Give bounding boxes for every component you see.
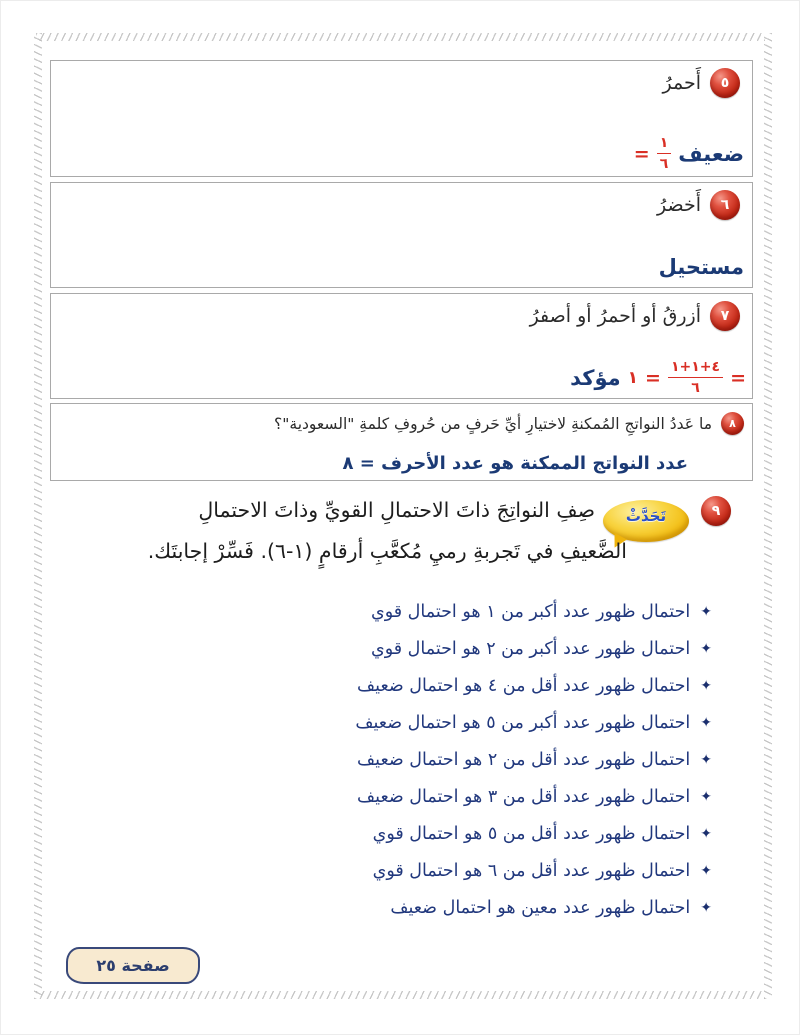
page-number-label: صفحة ٢٥ — [96, 956, 170, 975]
list-item — [50, 704, 712, 741]
fraction-denominator: ٦ — [691, 380, 700, 396]
equals-sign: = — [730, 366, 746, 389]
question-number-badge: ٩ — [701, 496, 731, 526]
fraction-numerator: ١ — [657, 136, 672, 154]
page-border-left — [34, 33, 42, 999]
diamond-bullet-icon: ✦ — [700, 825, 712, 842]
talk-bubble-label: تَحَدَّثْ — [625, 507, 667, 525]
diamond-bullet-icon: ✦ — [700, 862, 712, 879]
list-item — [50, 852, 712, 889]
list-item — [50, 815, 712, 852]
talk-bullet-list — [50, 593, 712, 926]
list-item — [50, 889, 712, 926]
list-item — [50, 741, 712, 778]
diamond-bullet-icon: ✦ — [700, 751, 712, 768]
answer-6 — [659, 255, 744, 279]
answer-7-label: مؤكد — [570, 365, 621, 390]
bullet-text: احتمال ظهور عدد أقل من ٣ هو احتمال ضعيف — [357, 786, 691, 807]
question-number-badge: ٧ — [710, 301, 740, 331]
diamond-bullet-icon: ✦ — [700, 714, 712, 731]
answer-8 — [343, 453, 689, 474]
question-9-line-2: الضَّعيفِ في تَجربةِ رميِ مُكعَّبِ أرقامٍ (١-٦). فَسِّرْ إجابتَك. — [147, 539, 627, 563]
bullet-text: احتمال ظهور عدد أقل من ٤ هو احتمال ضعيف — [357, 675, 691, 696]
answer-5 — [634, 136, 744, 171]
diamond-bullet-icon: ✦ — [700, 640, 712, 657]
question-box-8 — [50, 403, 753, 481]
question-number-badge: ٥ — [710, 68, 740, 98]
bullet-text: احتمال ظهور عدد أقل من ٥ هو احتمال قوي — [372, 823, 691, 844]
bullet-text: احتمال ظهور عدد معين هو احتمال ضعيف — [390, 897, 691, 918]
answer-6-label: مستحيل — [658, 255, 744, 279]
diamond-bullet-icon: ✦ — [700, 788, 712, 805]
page-number-badge — [66, 947, 200, 984]
page-border-bottom — [36, 991, 765, 999]
question-box-5 — [50, 60, 753, 177]
question-number-badge: ٦ — [710, 190, 740, 220]
bullet-text: احتمال ظهور عدد أقل من ٦ هو احتمال قوي — [372, 860, 691, 881]
question-6-row — [657, 190, 740, 220]
question-box-7 — [50, 293, 753, 399]
answer-7 — [570, 360, 746, 395]
fraction-denominator: ٦ — [659, 156, 669, 172]
equals-sign: = — [645, 366, 661, 389]
bullet-text: احتمال ظهور عدد أكبر من ٥ هو احتمال ضعيف — [355, 712, 691, 733]
diamond-bullet-icon: ✦ — [700, 677, 712, 694]
answer-5-label: ضعيف — [678, 141, 744, 166]
list-item — [50, 667, 712, 704]
page-border-top — [36, 33, 765, 41]
equals-sign: = — [633, 142, 650, 165]
list-item — [50, 593, 712, 630]
question-7-row — [530, 301, 740, 331]
talk-section — [50, 494, 753, 590]
question-6-text: أَخضرُ — [657, 194, 701, 216]
diamond-bullet-icon: ✦ — [700, 899, 712, 916]
fraction — [657, 136, 672, 171]
fraction-numerator: ١+١+٤ — [668, 360, 723, 378]
question-5-row — [663, 68, 741, 98]
bullet-text: احتمال ظهور عدد أكبر من ١ هو احتمال قوي — [371, 601, 691, 622]
result-value: ١ — [627, 367, 639, 388]
question-box-6 — [50, 182, 753, 288]
bullet-text: احتمال ظهور عدد أقل من ٢ هو احتمال ضعيف — [357, 749, 691, 770]
question-8-text: ما عَددُ النواتجِ المُمكنةِ لاختيارِ أيِّ حَرفٍ من حُروفِ كلمةِ "السعودية"؟ — [274, 414, 712, 433]
answer-8-label: عدد النواتج الممكنة هو عدد الأحرف = ٨ — [342, 453, 688, 474]
question-8-row — [274, 412, 744, 435]
diamond-bullet-icon: ✦ — [700, 603, 712, 620]
list-item — [50, 778, 712, 815]
fraction — [668, 360, 723, 395]
question-9-line-1: صِفِ النواتِجَ ذاتَ الاحتمالِ القويِّ وذاتَ الاحتمالِ — [198, 498, 595, 522]
question-7-text: أزرقُ أو أحمرُ أو أصفرُ — [529, 305, 701, 327]
question-number-badge: ٨ — [721, 412, 744, 435]
question-5-text: أَحمرُ — [662, 72, 701, 94]
page-border-right — [764, 33, 772, 999]
bullet-text: احتمال ظهور عدد أكبر من ٢ هو احتمال قوي — [371, 638, 691, 659]
list-item — [50, 630, 712, 667]
